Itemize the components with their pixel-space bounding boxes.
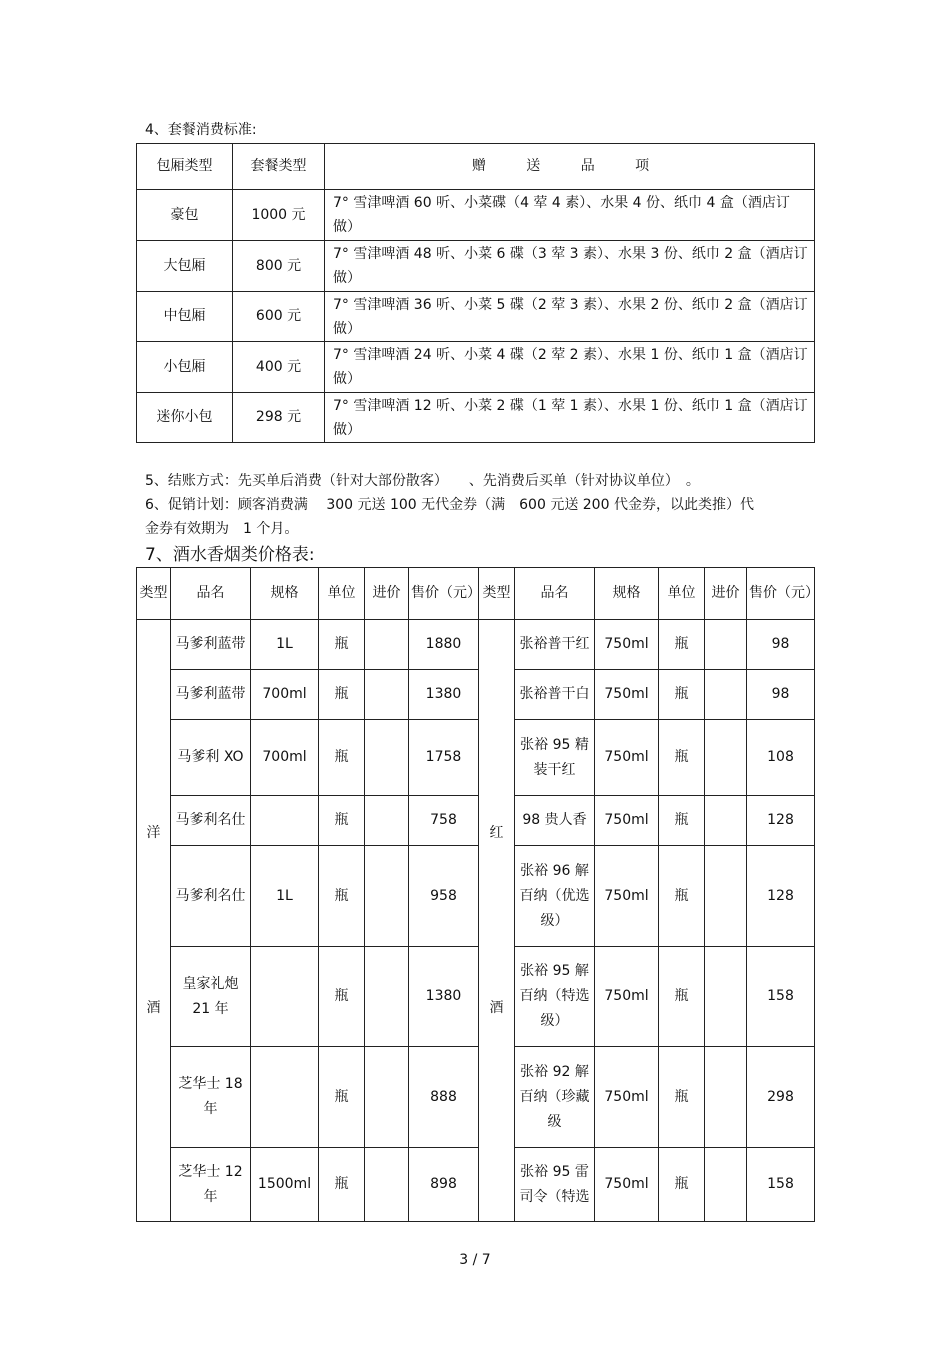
cell-name: 张裕普干白 xyxy=(515,670,595,720)
cell-price: 108 xyxy=(747,720,815,796)
section6-line1: 6、促销计划：顾客消费满 300 元送 100 无代金券（满 600 元送 200 代金券，以此类推）代 xyxy=(145,497,754,513)
section5-text: 5、结账方式：先买单后消费（针对大部份散客） 、先消费后买单（针对协议单位） 。 xyxy=(145,473,700,489)
cell-cost xyxy=(705,1047,747,1148)
cell-cost xyxy=(705,620,747,670)
page-number: 3 / 7 xyxy=(459,1252,491,1268)
cell-cost xyxy=(365,846,409,947)
cell-name: 张裕 95 精装干红 xyxy=(515,720,595,796)
cell-spec: 750ml xyxy=(595,796,659,846)
cell-unit: 瓶 xyxy=(319,1047,365,1148)
cell-cost xyxy=(365,620,409,670)
gift-items: 7° 雪津啤酒 60 听、小菜碟（4 荤 4 素）、水果 4 份、纸巾 4 盒（酒店订做） xyxy=(325,190,815,241)
room-type: 小包厢 xyxy=(137,342,233,393)
cell-cost xyxy=(705,670,747,720)
cell-cost xyxy=(365,720,409,796)
price-row xyxy=(137,846,815,947)
cell-spec: 750ml xyxy=(595,620,659,670)
header-cost: 进价 xyxy=(365,568,409,620)
cell-cost xyxy=(365,1047,409,1148)
cell-name: 马爹利蓝带 xyxy=(171,670,251,720)
package-table xyxy=(136,143,815,443)
package-row xyxy=(137,342,815,393)
cell-cost xyxy=(705,720,747,796)
cell-cost xyxy=(365,947,409,1047)
header-name: 品名 xyxy=(171,568,251,620)
header-room-type: 包厢类型 xyxy=(137,144,233,190)
package-price: 600 元 xyxy=(233,292,325,342)
header-type: 类型 xyxy=(137,568,171,620)
cell-unit: 瓶 xyxy=(659,1047,705,1148)
cell-price: 758 xyxy=(409,796,479,846)
price-row xyxy=(137,947,815,1047)
package-row xyxy=(137,241,815,292)
cell-name: 张裕 96 解百纳（优选级） xyxy=(515,846,595,947)
cell-cost xyxy=(365,796,409,846)
package-row xyxy=(137,292,815,342)
price-row xyxy=(137,796,815,846)
cell-price: 128 xyxy=(747,846,815,947)
cell-spec: 750ml xyxy=(595,720,659,796)
cell-unit: 瓶 xyxy=(319,796,365,846)
header-gift-items: 赠 送 品 项 xyxy=(325,144,815,190)
price-table-body xyxy=(137,620,815,1222)
cell-price: 98 xyxy=(747,620,815,670)
room-type: 中包厢 xyxy=(137,292,233,342)
gift-items: 7° 雪津啤酒 12 听、小菜 2 碟（1 荤 1 素）、水果 1 份、纸巾 1 盒（酒店订做） xyxy=(325,393,815,443)
cell-price: 128 xyxy=(747,796,815,846)
type-cell-liquor: 洋 酒 xyxy=(137,620,171,1222)
cell-unit: 瓶 xyxy=(659,720,705,796)
cell-price: 1880 xyxy=(409,620,479,670)
room-type: 迷你小包 xyxy=(137,393,233,443)
header-type: 类型 xyxy=(479,568,515,620)
package-price: 800 元 xyxy=(233,241,325,292)
cell-unit: 瓶 xyxy=(319,846,365,947)
cell-unit: 瓶 xyxy=(659,670,705,720)
cell-spec: 750ml xyxy=(595,846,659,947)
section4-title: 4、套餐消费标准: xyxy=(145,122,257,138)
cell-spec: 750ml xyxy=(595,1047,659,1148)
cell-price: 1758 xyxy=(409,720,479,796)
gift-items: 7° 雪津啤酒 24 听、小菜 4 碟（2 荤 2 素）、水果 1 份、纸巾 1 盒（酒店订做） xyxy=(325,342,815,393)
cell-unit: 瓶 xyxy=(319,620,365,670)
cell-name: 张裕普干红 xyxy=(515,620,595,670)
package-price: 1000 元 xyxy=(233,190,325,241)
cell-price: 1380 xyxy=(409,670,479,720)
cell-name: 马爹利蓝带 xyxy=(171,620,251,670)
price-row xyxy=(137,720,815,796)
cell-spec xyxy=(251,947,319,1047)
room-type: 大包厢 xyxy=(137,241,233,292)
package-header-row xyxy=(137,144,815,190)
cell-name: 张裕 95 雷司令（特选 xyxy=(515,1148,595,1222)
cell-spec: 1500ml xyxy=(251,1148,319,1222)
cell-name: 马爹利 XO xyxy=(171,720,251,796)
package-row xyxy=(137,190,815,241)
cell-price: 298 xyxy=(747,1047,815,1148)
price-table xyxy=(136,567,819,1222)
cell-unit: 瓶 xyxy=(659,846,705,947)
type-cell-wine: 红 酒 xyxy=(479,620,515,1222)
cell-spec xyxy=(251,1047,319,1148)
cell-price: 958 xyxy=(409,846,479,947)
cell-price: 98 xyxy=(747,670,815,720)
cell-unit: 瓶 xyxy=(659,620,705,670)
cell-unit: 瓶 xyxy=(319,947,365,1047)
section7-title: 7、酒水香烟类价格表: xyxy=(145,545,315,565)
package-price: 400 元 xyxy=(233,342,325,393)
gift-items: 7° 雪津啤酒 48 听、小菜 6 碟（3 荤 3 素）、水果 3 份、纸巾 2 盒（酒店订做） xyxy=(325,241,815,292)
cell-unit: 瓶 xyxy=(659,947,705,1047)
price-row xyxy=(137,1148,815,1222)
cell-unit: 瓶 xyxy=(659,796,705,846)
price-row xyxy=(137,620,815,670)
cell-name: 马爹利名仕 xyxy=(171,846,251,947)
cell-spec: 750ml xyxy=(595,1148,659,1222)
cell-cost xyxy=(705,947,747,1047)
price-row xyxy=(137,670,815,720)
cell-name: 芝华士 18 年 xyxy=(171,1047,251,1148)
cell-price: 158 xyxy=(747,947,815,1047)
cell-price: 158 xyxy=(747,1148,815,1222)
header-name: 品名 xyxy=(515,568,595,620)
price-header-row xyxy=(137,568,815,620)
room-type: 豪包 xyxy=(137,190,233,241)
cell-name: 芝华士 12 年 xyxy=(171,1148,251,1222)
cell-unit: 瓶 xyxy=(319,1148,365,1222)
cell-unit: 瓶 xyxy=(319,670,365,720)
header-price: 售价（元） xyxy=(409,568,479,620)
cell-name: 98 贵人香 xyxy=(515,796,595,846)
header-price: 售价（元） xyxy=(747,568,815,620)
cell-spec: 1L xyxy=(251,620,319,670)
cell-unit: 瓶 xyxy=(659,1148,705,1222)
header-package-type: 套餐类型 xyxy=(233,144,325,190)
cell-name: 张裕 92 解百纳（珍藏级 xyxy=(515,1047,595,1148)
cell-spec: 1L xyxy=(251,846,319,947)
header-unit: 单位 xyxy=(319,568,365,620)
cell-spec xyxy=(251,796,319,846)
header-spec: 规格 xyxy=(595,568,659,620)
price-row xyxy=(137,1047,815,1148)
cell-cost xyxy=(365,670,409,720)
cell-spec: 700ml xyxy=(251,670,319,720)
gift-items: 7° 雪津啤酒 36 听、小菜 5 碟（2 荤 3 素）、水果 2 份、纸巾 2 盒（酒店订做） xyxy=(325,292,815,342)
header-unit: 单位 xyxy=(659,568,705,620)
package-row xyxy=(137,393,815,443)
cell-spec: 750ml xyxy=(595,947,659,1047)
header-spec: 规格 xyxy=(251,568,319,620)
cell-cost xyxy=(365,1148,409,1222)
cell-name: 皇家礼炮 21 年 xyxy=(171,947,251,1047)
section6-line2: 金券有效期为 1 个月。 xyxy=(145,521,299,537)
cell-cost xyxy=(705,846,747,947)
cell-cost xyxy=(705,796,747,846)
cell-price: 1380 xyxy=(409,947,479,1047)
cell-unit: 瓶 xyxy=(319,720,365,796)
cell-name: 张裕 95 解百纳（特选级） xyxy=(515,947,595,1047)
cell-price: 898 xyxy=(409,1148,479,1222)
cell-spec: 750ml xyxy=(595,670,659,720)
cell-spec: 700ml xyxy=(251,720,319,796)
cell-price: 888 xyxy=(409,1047,479,1148)
header-cost: 进价 xyxy=(705,568,747,620)
cell-name: 马爹利名仕 xyxy=(171,796,251,846)
cell-cost xyxy=(705,1148,747,1222)
package-price: 298 元 xyxy=(233,393,325,443)
